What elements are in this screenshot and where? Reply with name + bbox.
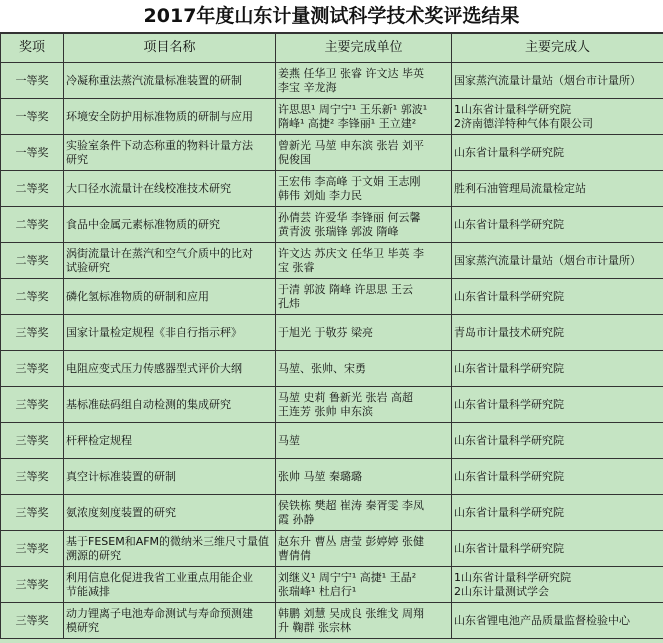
project-name-cell-text: 基于FESEM和AFM的微纳米三维尺寸量值 溯源的研究: [66, 534, 270, 562]
completion-persons-cell: [452, 423, 663, 459]
grade-cell: [1, 207, 64, 243]
completion-persons-cell-text: 山东省计量科学研究院: [454, 145, 564, 159]
completion-units-cell: [276, 279, 452, 315]
project-name-cell-text: 利用信息化促进我省工业重点用能企业 节能减排: [66, 570, 253, 598]
completion-units-cell: [276, 63, 452, 99]
header-grade: 奖项: [1, 34, 64, 63]
table-row: [1, 99, 663, 135]
header-project: 项目名称: [64, 34, 276, 63]
table-row: [1, 387, 663, 423]
grade-cell: [1, 63, 64, 99]
project-name-cell: [64, 459, 276, 495]
grade-cell-text: 三等奖: [15, 325, 49, 339]
project-name-cell: [64, 171, 276, 207]
table-row: [1, 531, 663, 567]
project-name-cell: [64, 423, 276, 459]
table-row: [1, 459, 663, 495]
grade-cell: [1, 135, 64, 171]
completion-units-cell: [276, 207, 452, 243]
grade-cell: [1, 423, 64, 459]
completion-units-cell: [276, 171, 452, 207]
grade-cell: [1, 495, 64, 531]
project-name-cell-text: 食品中金属元素标准物质的研究: [66, 217, 220, 231]
completion-units-cell: [276, 243, 452, 279]
table-row: [1, 243, 663, 279]
grade-cell: [1, 387, 64, 423]
table-row: [1, 279, 663, 315]
grade-cell-text: 三等奖: [15, 469, 49, 483]
completion-units-cell: [276, 99, 452, 135]
completion-units-cell-text: 侯铁栋 樊超 崔涛 秦胥雯 李凤 霞 孙静: [278, 498, 424, 526]
project-name-cell: [64, 63, 276, 99]
table-row: [1, 171, 663, 207]
grade-cell: [1, 459, 64, 495]
completion-persons-cell: [452, 171, 663, 207]
completion-units-cell: [276, 351, 452, 387]
completion-persons-cell: [452, 351, 663, 387]
grade-cell: [1, 567, 64, 603]
completion-units-cell-text: 许文达 苏庆文 任华卫 毕英 李 宝 张睿: [278, 246, 424, 274]
table-row: [1, 567, 663, 603]
project-name-cell: [64, 603, 276, 639]
project-name-cell: [64, 243, 276, 279]
table-row: [1, 135, 663, 171]
completion-persons-cell: [452, 567, 663, 603]
project-name-cell: [64, 99, 276, 135]
completion-units-cell-text: 于旭光 于敬芬 梁亮: [278, 325, 373, 339]
table-row: [1, 63, 663, 99]
grade-cell-text: 二等奖: [15, 289, 49, 303]
completion-units-cell-text: 韩鹏 刘慧 吴成良 张维戈 周翔 升 鞠群 张宗林: [278, 606, 424, 634]
completion-persons-cell: [452, 531, 663, 567]
grade-cell-text: 二等奖: [15, 217, 49, 231]
grade-cell-text: 三等奖: [15, 361, 49, 375]
completion-units-cell: [276, 531, 452, 567]
grade-cell-text: 三等奖: [15, 577, 49, 591]
project-name-cell: [64, 531, 276, 567]
completion-persons-cell: [452, 63, 663, 99]
grade-cell-text: 二等奖: [15, 253, 49, 267]
awards-table: [0, 33, 663, 639]
grade-cell-text: 三等奖: [15, 433, 49, 447]
completion-persons-cell-text: 1山东省计量科学研究院 2山东计量测试学会: [454, 570, 571, 598]
project-name-cell-text: 基标准砝码组自动检测的集成研究: [66, 397, 231, 411]
grade-cell: [1, 279, 64, 315]
header-units: 主要完成单位: [276, 34, 452, 63]
completion-units-cell: [276, 315, 452, 351]
completion-persons-cell-text: 国家蒸汽流量计量站（烟台市计量所）: [454, 73, 641, 87]
project-name-cell-text: 真空计标准装置的研制: [66, 469, 176, 483]
table-header-row: [1, 34, 663, 63]
grade-cell-text: 三等奖: [15, 541, 49, 555]
completion-units-cell-text: 刘继义¹ 周宁宁¹ 高捷¹ 王晶² 张瑞峰¹ 杜启行¹: [278, 570, 417, 598]
grade-cell-text: 三等奖: [15, 397, 49, 411]
project-name-cell-text: 动力锂离子电池寿命测试与寿命预测建 模研究: [66, 606, 253, 634]
completion-units-cell: [276, 135, 452, 171]
completion-persons-cell: [452, 603, 663, 639]
project-name-cell: [64, 135, 276, 171]
table-row: [1, 207, 663, 243]
project-name-cell-text: 大口径水流量计在线校准技术研究: [66, 181, 231, 195]
completion-persons-cell: [452, 135, 663, 171]
completion-units-cell-text: 曾新光 马堃 申东滨 张岩 刘平 倪俊国: [278, 138, 424, 166]
grade-cell-text: 三等奖: [15, 505, 49, 519]
grade-cell-text: 一等奖: [15, 109, 49, 123]
header-persons: 主要完成人: [452, 34, 663, 63]
completion-units-cell-text: 姜燕 任华卫 张睿 许文达 毕英 李宝 辛龙海: [278, 66, 424, 94]
completion-persons-cell: [452, 459, 663, 495]
completion-units-cell-text: 马堃、张帅、宋勇: [278, 361, 366, 375]
project-name-cell-text: 杆秤检定规程: [66, 433, 132, 447]
completion-units-cell-text: 赵东升 曹丛 唐莹 彭婷婷 张健 曹倩倩: [278, 534, 424, 562]
completion-persons-cell-text: 山东省计量科学研究院: [454, 541, 564, 555]
completion-units-cell-text: 王宏伟 李高峰 于文娟 王志刚 韩伟 刘灿 李力民: [278, 174, 421, 202]
completion-units-cell: [276, 459, 452, 495]
table-row: [1, 315, 663, 351]
completion-units-cell-text: 马堃: [278, 433, 300, 447]
completion-persons-cell: [452, 243, 663, 279]
completion-persons-cell-text: 青岛市计量技术研究院: [454, 325, 564, 339]
project-name-cell-text: 氨浓度刻度装置的研究: [66, 505, 176, 519]
grade-cell-text: 一等奖: [15, 145, 49, 159]
completion-persons-cell-text: 山东省计量科学研究院: [454, 361, 564, 375]
project-name-cell: [64, 207, 276, 243]
completion-persons-cell-text: 国家蒸汽流量计量站（烟台市计量所）: [454, 253, 641, 267]
completion-units-cell-text: 张帅 马堃 秦璐璐: [278, 469, 362, 483]
completion-persons-cell: [452, 387, 663, 423]
project-name-cell: [64, 351, 276, 387]
completion-persons-cell-text: 胜利石油管理局流量检定站: [454, 181, 586, 195]
completion-units-cell: [276, 603, 452, 639]
completion-persons-cell-text: 山东省锂电池产品质量监督检验中心: [454, 613, 630, 627]
completion-units-cell: [276, 423, 452, 459]
grade-cell: [1, 351, 64, 387]
completion-persons-cell-text: 山东省计量科学研究院: [454, 433, 564, 447]
project-name-cell-text: 国家计量检定规程《非自行指示秤》: [66, 325, 242, 339]
project-name-cell: [64, 567, 276, 603]
project-name-cell-text: 环境安全防护用标准物质的研制与应用: [66, 109, 253, 123]
project-name-cell: [64, 315, 276, 351]
grade-cell: [1, 171, 64, 207]
completion-persons-cell-text: 山东省计量科学研究院: [454, 397, 564, 411]
completion-persons-cell-text: 山东省计量科学研究院: [454, 469, 564, 483]
grade-cell-text: 二等奖: [15, 181, 49, 195]
completion-units-cell: [276, 567, 452, 603]
project-name-cell-text: 磷化氢标准物质的研制和应用: [66, 289, 209, 303]
grade-cell-text: 三等奖: [15, 613, 49, 627]
completion-units-cell-text: 孙倩芸 许爱华 李锋丽 何云馨 黄青波 张瑞锋 郭波 隋峰: [278, 210, 421, 238]
table-row: [1, 603, 663, 639]
project-name-cell: [64, 387, 276, 423]
grade-cell: [1, 531, 64, 567]
project-name-cell-text: 电阻应变式压力传感器型式评价大纲: [66, 361, 242, 375]
project-name-cell-text: 涡街流量计在蒸汽和空气介质中的比对 试验研究: [66, 246, 253, 274]
table-row: [1, 423, 663, 459]
grade-cell: [1, 243, 64, 279]
grade-cell: [1, 99, 64, 135]
table-row: [1, 351, 663, 387]
completion-units-cell: [276, 495, 452, 531]
completion-persons-cell: [452, 315, 663, 351]
completion-persons-cell: [452, 495, 663, 531]
completion-persons-cell-text: 山东省计量科学研究院: [454, 217, 564, 231]
completion-persons-cell-text: 山东省计量科学研究院: [454, 505, 564, 519]
completion-units-cell-text: 许思思¹ 周宁宁¹ 王乐新¹ 郭波¹ 隋峰¹ 高捷² 李锋丽¹ 王立建²: [278, 102, 428, 130]
completion-units-cell-text: 马堃 史莉 鲁新光 张岩 高超 王连芳 张帅 申东滨: [278, 390, 413, 418]
project-name-cell-text: 冷凝称重法蒸汽流量标准装置的研制: [66, 73, 242, 87]
completion-units-cell: [276, 387, 452, 423]
grade-cell-text: 一等奖: [15, 73, 49, 87]
grade-cell: [1, 315, 64, 351]
completion-persons-cell: [452, 279, 663, 315]
project-name-cell: [64, 495, 276, 531]
project-name-cell: [64, 279, 276, 315]
table-row: [1, 495, 663, 531]
completion-units-cell-text: 于清 郭波 隋峰 许思思 王云 孔炜: [278, 282, 413, 310]
completion-persons-cell: [452, 99, 663, 135]
completion-persons-cell-text: 山东省计量科学研究院: [454, 289, 564, 303]
page-title: 2017年度山东计量测试科学技术奖评选结果: [0, 0, 663, 33]
project-name-cell-text: 实验室条件下动态称重的物料计量方法 研究: [66, 138, 253, 166]
completion-persons-cell-text: 1山东省计量科学研究院 2济南德洋特种气体有限公司: [454, 102, 593, 130]
grade-cell: [1, 603, 64, 639]
completion-persons-cell: [452, 207, 663, 243]
